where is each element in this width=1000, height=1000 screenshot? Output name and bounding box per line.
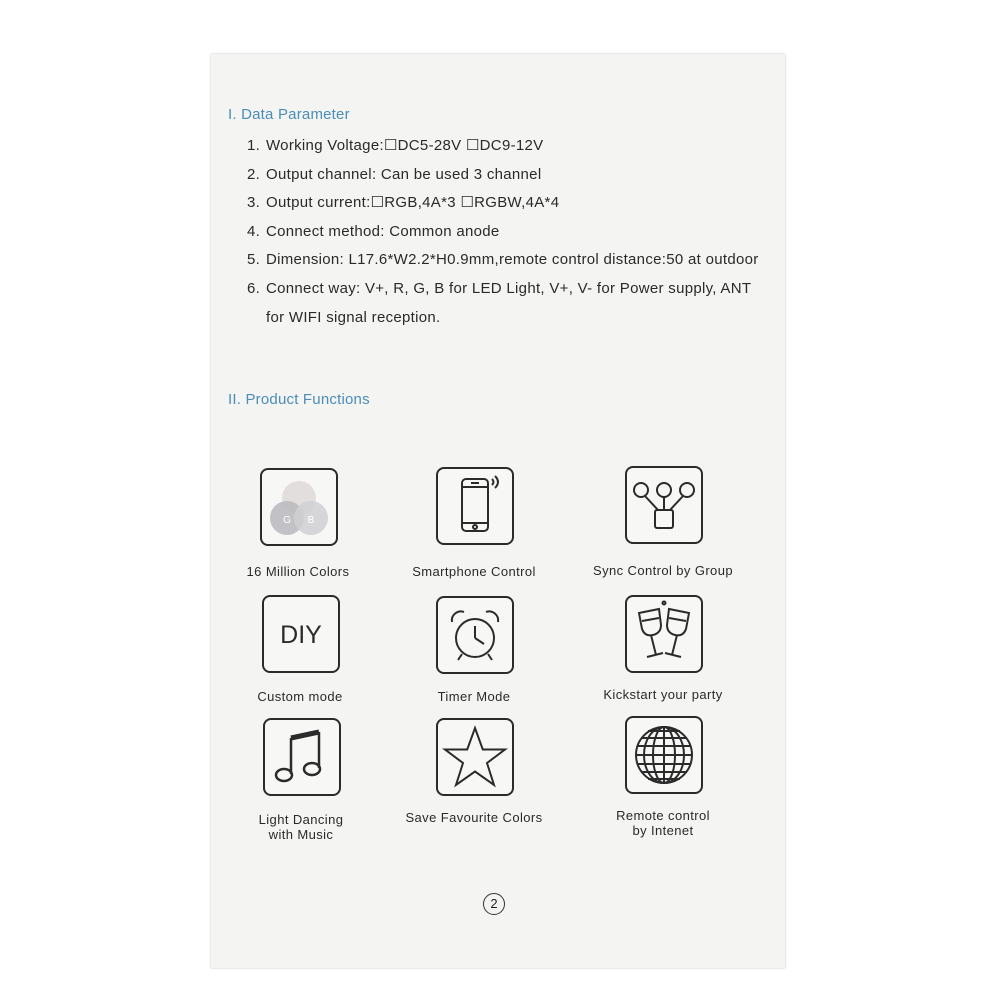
smartphone-icon: [436, 467, 514, 545]
parameter-number: 2.: [247, 165, 261, 183]
parameter-number: 6.: [247, 279, 261, 297]
music-note-icon: [263, 718, 341, 796]
green-channel-letter: G: [283, 515, 291, 526]
data-parameter-heading: I. Data Parameter: [228, 106, 350, 123]
alarm-clock-icon: [436, 596, 514, 674]
champagne-toast-icon: [625, 595, 703, 673]
parameter-item: [247, 246, 767, 275]
product-functions-heading: II. Product Functions: [228, 391, 370, 408]
feature-kickstart-your-party: [573, 595, 753, 735]
page-number: 2: [483, 893, 505, 915]
feature-caption: [208, 564, 388, 579]
feature-light-dancing-with-music: [211, 718, 391, 858]
feature-caption: [384, 564, 564, 579]
feature-caption: [573, 687, 753, 702]
parameter-number: 1.: [247, 137, 261, 154]
feature-caption: [211, 812, 391, 842]
caption-line: with Music: [268, 827, 334, 842]
feature-caption: [210, 689, 390, 704]
feature-sync-control-by-group: [573, 466, 753, 606]
parameter-text: Connect way: V+, R, G, B for LED Light, V+, V- for Power supply, ANT for WIFI signal reception.: [266, 279, 752, 326]
caption-line: Light Dancing: [258, 812, 344, 827]
caption-line: Kickstart your party: [603, 687, 723, 702]
diy-text: DIY: [280, 621, 322, 649]
feature-remote-control-by-internet: [573, 716, 753, 856]
caption-line: Save Favourite Colors: [405, 810, 543, 825]
caption-line: Sync Control by Group: [593, 563, 733, 578]
caption-line: Timer Mode: [437, 689, 511, 704]
parameter-item: [247, 218, 767, 247]
caption-line: Custom mode: [257, 689, 343, 704]
parameter-number: 4.: [247, 222, 261, 240]
feature-timer-mode: [384, 596, 564, 736]
parameter-item: [247, 275, 767, 332]
parameter-text: Output channel: Can be used 3 channel: [266, 165, 542, 183]
group-nodes-icon: [625, 466, 703, 544]
caption-line: 16 Million Colors: [246, 564, 350, 579]
globe-icon: [625, 716, 703, 794]
caption-line: Remote control: [616, 808, 710, 823]
feature-caption: [384, 689, 564, 704]
feature-16-million-colors: [208, 468, 388, 608]
blue-channel-letter: B: [307, 515, 315, 526]
parameter-text: Output current:☐RGB,4A*3 ☐RGBW,4A*4: [266, 194, 560, 212]
caption-line: Smartphone Control: [412, 564, 536, 579]
parameter-item: [247, 132, 767, 161]
diy-icon: [262, 595, 340, 673]
parameter-number: 5.: [247, 251, 261, 269]
parameter-text: Dimension: L17.6*W2.2*H0.9mm,remote control distance:50 at outdoor: [266, 251, 759, 269]
feature-caption: [573, 563, 753, 578]
parameter-list: [247, 132, 767, 332]
feature-save-favourite-colors: [384, 718, 564, 858]
star-icon: [436, 718, 514, 796]
parameter-number: 3.: [247, 194, 261, 212]
feature-caption: [573, 808, 753, 838]
parameter-text: Working Voltage:☐DC5-28V ☐DC9-12V: [266, 137, 544, 154]
parameter-item: [247, 189, 767, 218]
feature-caption: [384, 810, 564, 825]
caption-line: by Intenet: [632, 823, 694, 838]
parameter-text: Connect method: Common anode: [266, 222, 500, 240]
feature-custom-mode: [210, 595, 390, 735]
feature-smartphone-control: [384, 467, 564, 607]
rgb-color-circles-icon: [260, 468, 338, 546]
parameter-item: [247, 161, 767, 190]
